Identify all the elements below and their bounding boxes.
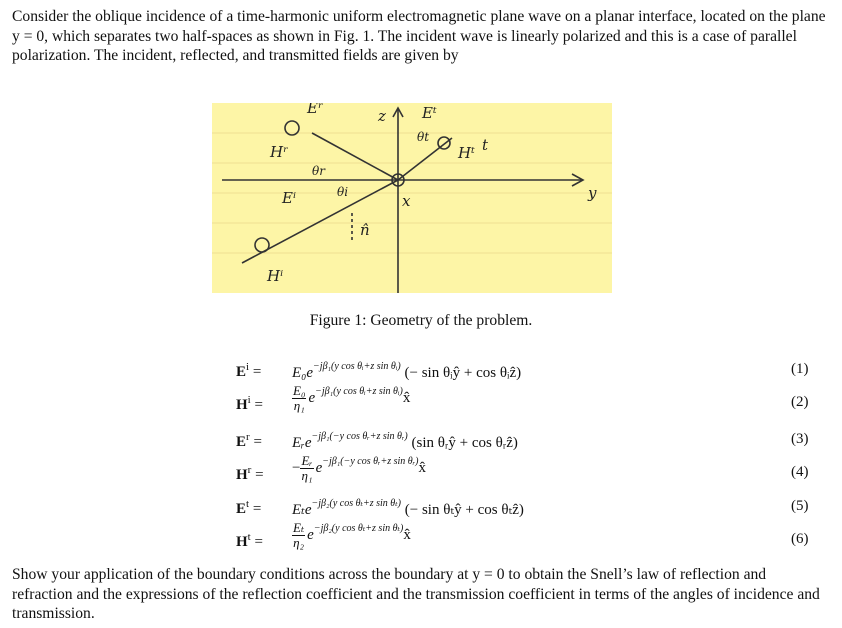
t-label: t [482, 136, 489, 154]
z-axis-label: z [378, 107, 386, 125]
n-hat-label: n̂ [360, 221, 370, 239]
equation-rhs: $\frac{\text{Eₜ}}{\text{η₂}}$ $e^{-j\beta_2(y cos \theta_t+z sin \theta_t)}x̂$ [293, 520, 411, 550]
equation-1 [236, 355, 809, 385]
equation-number: (1) [791, 361, 809, 377]
equation-lhs: $H^r$ = [236, 464, 264, 483]
x-axis-label: x [402, 192, 411, 210]
equation-5 [236, 492, 809, 522]
equation-number: (5) [791, 498, 809, 514]
figure-geometry [212, 103, 612, 293]
equation-lhs: $E^i$ = [236, 361, 262, 380]
equation-lhs: $H^t$ = [236, 531, 263, 550]
equation-lhs: $E^t$ = [236, 498, 262, 517]
figure-caption: Figure 1: Geometry of the problem. [309, 312, 533, 329]
intro-paragraph: Consider the oblique incidence of a time-harmonic uniform electromagnetic plane wave on a planar interface, located on the plane y = 0, which separates two half-spaces as shown in Fig. 1. The incident wave is linearly polarized and this is a case of parallel polarization. The incident, reflected, and transmitted fields are given by [12, 8, 826, 64]
equation-rhs: $\frac{\text{E₀}}{\text{η₁}}$ $e^{-j\beta_1(y cos \theta ᵢ+z sin \theta ᵢ)}x̂$ [293, 383, 411, 413]
equation-number: (2) [791, 394, 809, 410]
equation-lhs: $H^i$ = [236, 394, 263, 413]
equation-number: (4) [791, 464, 809, 480]
theta-t-label: θt [417, 130, 430, 144]
et-label: Eᵗ [422, 104, 437, 122]
y-axis-label: y [588, 184, 597, 202]
equation-rhs: Eₜe$^{-j\beta_2(y cos \theta_t+z sin \theta_t)}$ (− sin θₜŷ + cos θₜẑ) [292, 498, 524, 518]
equation-3 [236, 425, 809, 455]
closing-paragraph: Show your application of the boundary conditions across the boundary at y = 0 to obtain the Snell’s law of reflection and refraction and the expressions of the reflection coefficient and the transmission coefficient in terms of the angles of incidence and transmission. [12, 566, 820, 622]
equation-number: (3) [791, 431, 809, 447]
equation-rhs: $E_0e^{-j\beta_1(y cos \theta ᵢ+z sin \theta ᵢ)}$ (− sin θᵢŷ + cos θᵢẑ) [292, 361, 522, 381]
equation-rhs: − $\frac{\text{Eᵣ}}{\text{η₁}}$ $e^{-j\beta_1(-y cos \theta ᵣ+z sin \theta ᵣ)}x̂$ [292, 453, 426, 483]
equation-rhs: Eᵣe$^{-j\beta_1(-y cos \theta ᵣ+z sin \theta ᵣ)}$ (sin θᵣŷ + cos θᵣẑ) [292, 431, 518, 451]
equation-2 [236, 383, 809, 418]
hr-label: Hʳ [270, 143, 289, 161]
sticky-note-background [212, 103, 612, 293]
theta-r-label: θr [312, 164, 325, 178]
ht-label: Hᵗ [458, 144, 475, 162]
equation-number: (6) [791, 531, 809, 547]
theta-i-label: θi [337, 185, 349, 199]
equation-6 [236, 520, 809, 555]
hi-label: Hⁱ [267, 267, 284, 285]
ei-label: Eⁱ [282, 189, 296, 207]
equation-4 [236, 453, 809, 488]
er-label: Eʳ [307, 103, 324, 117]
equation-lhs: $E^r$ = [236, 431, 262, 450]
